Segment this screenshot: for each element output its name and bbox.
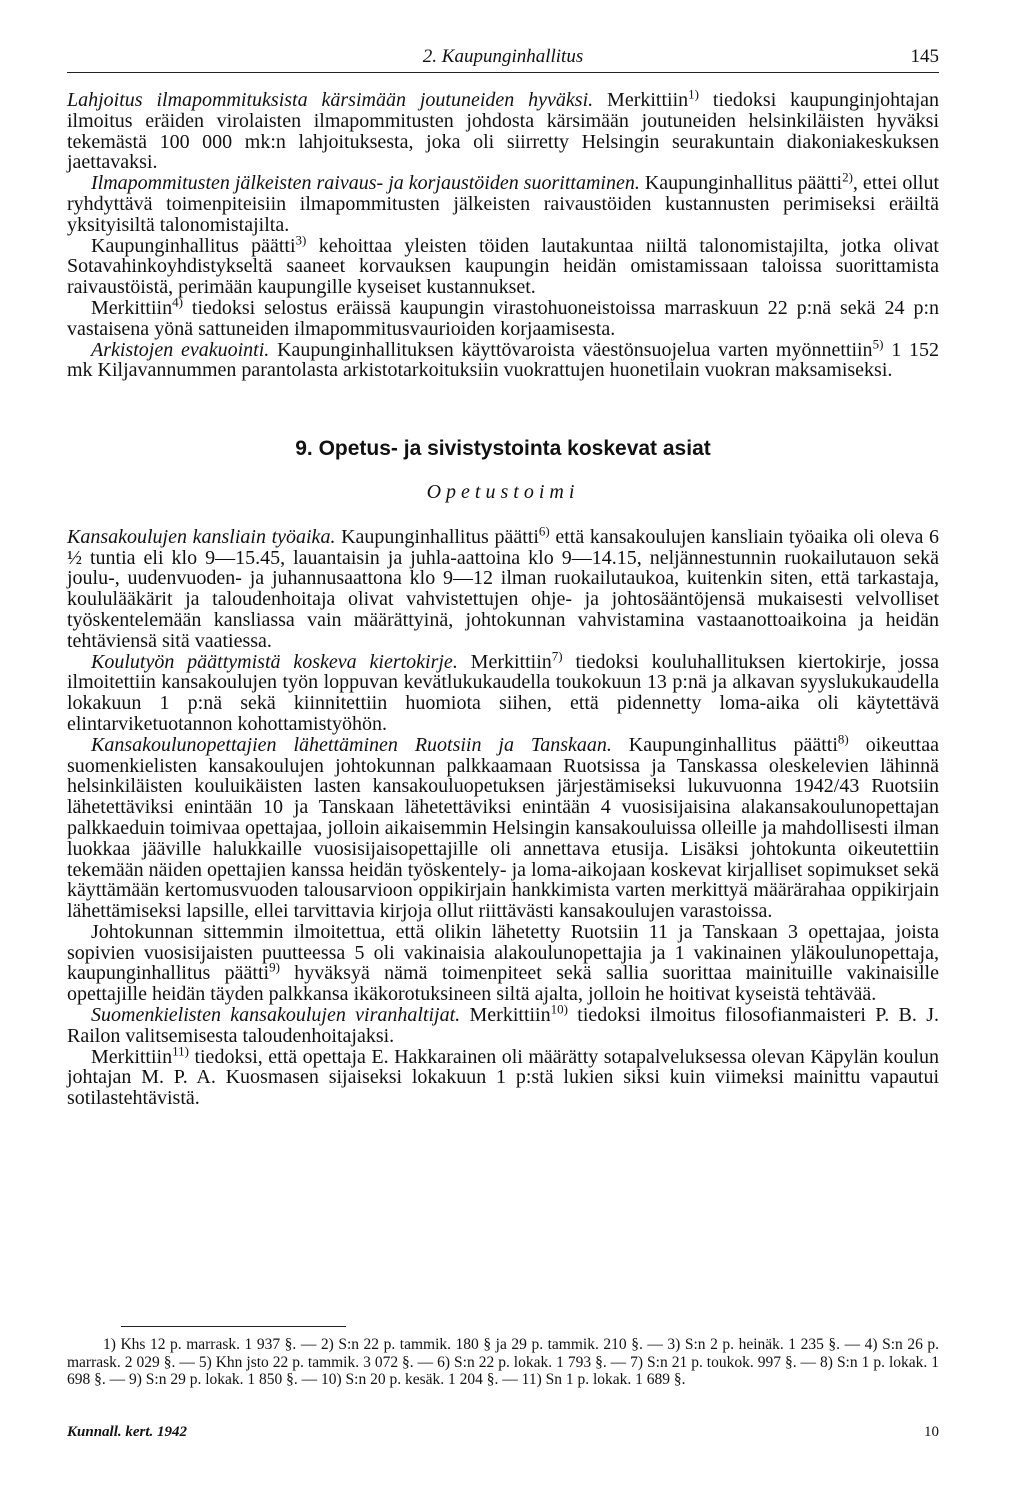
paragraph: Merkittiin$^{11)}$ tiedoksi, että opettaja E. Hakkarainen oli määrätty sotapalveluksessa olevan Käpylän koulun johtajan M. P. A. Kuosmasen sijaiseksi lokakuun 1 p:stä lukien siksi kuin viimeksi mainittu vapautui sotilastehtävistä. xyxy=(67,1043,939,1110)
paragraph: Kansakoulunopettajien lähettäminen Ruotsiin ja Tanskaan. Kaupunginhallitus päätti$^{8)}$ oikeuttaa suomenkielisten kansakoulujen johtokunnan palkkaamaan Ruotsissa ja Tanskassa oleskelevien lähinnä helsinkiläisten kouluikäisten lasten kansakouluopetuksen järjestämiseksi lukuvuonna 1942/43 Ruotsiin lähetettäviksi enintään 10 ja Tanskaan lähetettäviksi enintään 4 vuosisijaisina alakansakoulunopettajan palkkaeduin toimivaa opettajaa, jolloin aikaisemmin Helsingin kansakouluissa olleille ja mahdollisesti ilman luokkaa jääville halukkaille vuosisijaisopettajille oli annettava etusija. Lisäksi johtokunta oikeutettiin tekemään näiden opettajien kanssa heidän työskentely- ja loma-aikojaan koskevat kirjalliset sopimukset sekä käyttämään kertomusvuoden talousarvioon oppikirjain hankkimista varten merkittyä määrärahaa oppikirjain lähettämiseksi lapsille, ellei tarvittavia kirjoja ollut riittävästi kansakoulujen varastoissa. xyxy=(67,731,939,923)
footnote-ref[interactable]: 6) xyxy=(538,523,550,539)
footer-publication: Kunnall. kert. 1942 xyxy=(67,1424,188,1440)
paragraph-heading: Lahjoitus ilmapommituksista kärsimään joutuneiden hyväksi. xyxy=(67,89,594,111)
paragraph: Kansakoulujen kansliain työaika. Kaupunginhallitus päätti$^{6)}$ että kansakoulujen kansliain työaika oli oleva 6 ½ tuntia eli klo 9—15.45, lauantaisin ja juhla-aattoina klo 9—14.15, neljännestunnin ruokailutauon sekä joulu-, uudenvuoden- ja juhannusaattona klo 9—12 ilman ruokailutaukoa, kuitenkin siten, että tarkastaja, koululääkärit ja taloudenhoitaja olivat vahvistettujen ohje- ja johtosääntöjensä mukaisesti velvolliset työskentelemään kansliassa vain määrättyinä, johtokunnan vahvistamina vastaanottoaikoina ja heidän tehtäviensä sitä vaatiessa. xyxy=(67,523,939,652)
footnote-ref[interactable]: 5) xyxy=(872,335,884,351)
page-body xyxy=(67,86,940,1110)
paragraph-heading: Kansakoulunopettajien lähettäminen Ruotsiin ja Tanskaan. xyxy=(91,733,612,756)
paragraph: Lahjoitus ilmapommituksista kärsimään joutuneiden hyväksi. Merkittiin$^{1)}$ tiedoksi kaupunginjohtajan ilmoitus eräiden virolaisten ilmapommitusten johdosta kärsimään joutuneiden helsinkiläisten hyväksi tekemästä 100 000 mk:n lahjoituksesta, joka oli siirretty Helsingin seurakuntain diakoniakeskuksen jaettavaksi. xyxy=(67,86,940,174)
footnote-divider xyxy=(121,1326,346,1327)
paragraph: Johtokunnan sittemmin ilmoitettua, että olikin lähetetty Ruotsiin 11 ja Tanskaan 3 opettajaa, joista sopivien vuosisijaisten puutteessa 5 oli vakinaisia alakoulunopettajia ja 1 vakinainen yläkoulunopettaja, kaupunginhallitus päätti$^{9)}$ hyväksyä nämä toimenpiteet sekä sallia suorittaa mainituille vakinaisille opettajille heidän täyden palkkansa ikäkorotuksineen siltä ajalta, jolloin he hoitivat kyseistä tehtävää. xyxy=(67,920,939,1006)
paragraph-heading: Ilmapommitusten jälkeisten raivaus- ja korjaustöiden suorittaminen. xyxy=(91,172,640,195)
footnote-ref[interactable]: 7) xyxy=(551,647,563,663)
footnote-ref[interactable]: 3) xyxy=(295,231,307,247)
paragraph: Ilmapommitusten jälkeisten raivaus- ja korjaustöiden suorittaminen. Kaupunginhallitus päätti$^{2)}$, ettei ollut ryhdyttävä toimenpiteisiin ilmapommitusten jälkeisten raivaustöiden kustannusten perimiseksi eräiltä yksityisiltä talonomistajilta. xyxy=(67,169,940,236)
paragraph-heading: Kansakoulujen kansliain työaika. xyxy=(67,525,336,548)
section-subheading: Opetustoimi xyxy=(426,480,580,503)
footnote-ref[interactable]: 1) xyxy=(688,86,700,102)
paragraph: Suomenkielisten kansakoulujen viranhaltijat. Merkittiin$^{10)}$ tiedoksi ilmoitus filosofianmaisteri P. B. J. Railon valitsemisesta taloudenhoitajaksi. xyxy=(67,1001,940,1047)
footer-signature-number: 10 xyxy=(924,1424,939,1440)
page-number: 145 xyxy=(910,46,939,67)
footnote-ref[interactable]: 11) xyxy=(172,1043,189,1059)
running-header xyxy=(67,44,939,73)
footnotes xyxy=(67,1326,939,1389)
footnote-ref[interactable]: 8) xyxy=(837,731,849,747)
chapter-title: 9. Opetus- ja sivistystointa koskevat asiat xyxy=(295,437,711,461)
footnote-ref[interactable]: 4) xyxy=(172,294,183,310)
footnote-text: 1) Khs 12 p. marrask. 1 937 §. — 2) S:n 22 p. tammik. 180 § ja 29 p. tammik. 210 §. — 3) S:n 2 p. heinäk. 1 235 §. — 4) S:n 26 p. marrask. 2 029 §. — 5) Khn jsto 22 p. tammik. 3 072 §. — 6) S:n 22 p. lokak. 1 793 §. — 7) S:n 21 p. toukok. 997 §. — 8) S:n 1 p. lokak. 1 698 §. — 9) S:n 29 p. lokak. 1 850 §. — 10) S:n 20 p. kesäk. 1 204 §. — 11) Sn 1 p. lokak. 1 689 §. xyxy=(67,1336,939,1388)
paragraph: Koulutyön päättymistä koskeva kiertokirje. Merkittiin$^{7)}$ tiedoksi kouluhallituksen kiertokirje, jossa ilmoitettiin kansakoulujen työn loppuvan kevätlukukaudella toukokuun 13 p:nä ja alkavan syyslukukaudella lokakuun 1 p:nä sekä kiinnitettiin huomiota siihen, että pidennetty loma-aika oli käytettävä elintarviketuotannon kohottamistyöhön. xyxy=(67,647,939,735)
paragraph: Merkittiin$^{4)}$ tiedoksi selostus eräissä kaupungin virastohuoneistoissa marraskuun 22 p:nä sekä 24 p:n vastaisena yönä sattuneiden ilmapommitusvaurioiden korjaamisesta. xyxy=(67,294,939,340)
paragraph-heading: Arkistojen evakuointi. xyxy=(91,338,270,361)
footnote-ref[interactable]: 10) xyxy=(550,1001,568,1017)
paragraph-heading: Suomenkielisten kansakoulujen viranhaltijat. xyxy=(91,1004,461,1027)
paragraph: Arkistojen evakuointi. Kaupunginhallituksen käyttövaroista väestönsuojelua varten myönnettiin$^{5)}$ 1 152 mk Kiljavannummen parantolasta arkistotarkoituksiin vuokrattujen huonetilain vuokran maksamiseksi. xyxy=(67,335,939,382)
running-title: 2. Kaupunginhallitus xyxy=(422,46,584,67)
footnote-ref[interactable]: 9) xyxy=(269,959,280,975)
footnote-ref[interactable]: 2) xyxy=(842,169,853,185)
paragraph: Kaupunginhallitus päätti$^{3)}$ kehoittaa yleisten töiden lautakuntaa niiltä talonomistajilta, jotka olivat Sotavahinkoyhdistykseltä saaneet korvauksen kaupungin heidän omistamissaan taloissa suorittamista raivaustöistä, perimään kaupungille kyseiset kustannukset. xyxy=(67,231,939,299)
paragraph-heading: Koulutyön päättymistä koskeva kiertokirje. xyxy=(91,650,458,673)
